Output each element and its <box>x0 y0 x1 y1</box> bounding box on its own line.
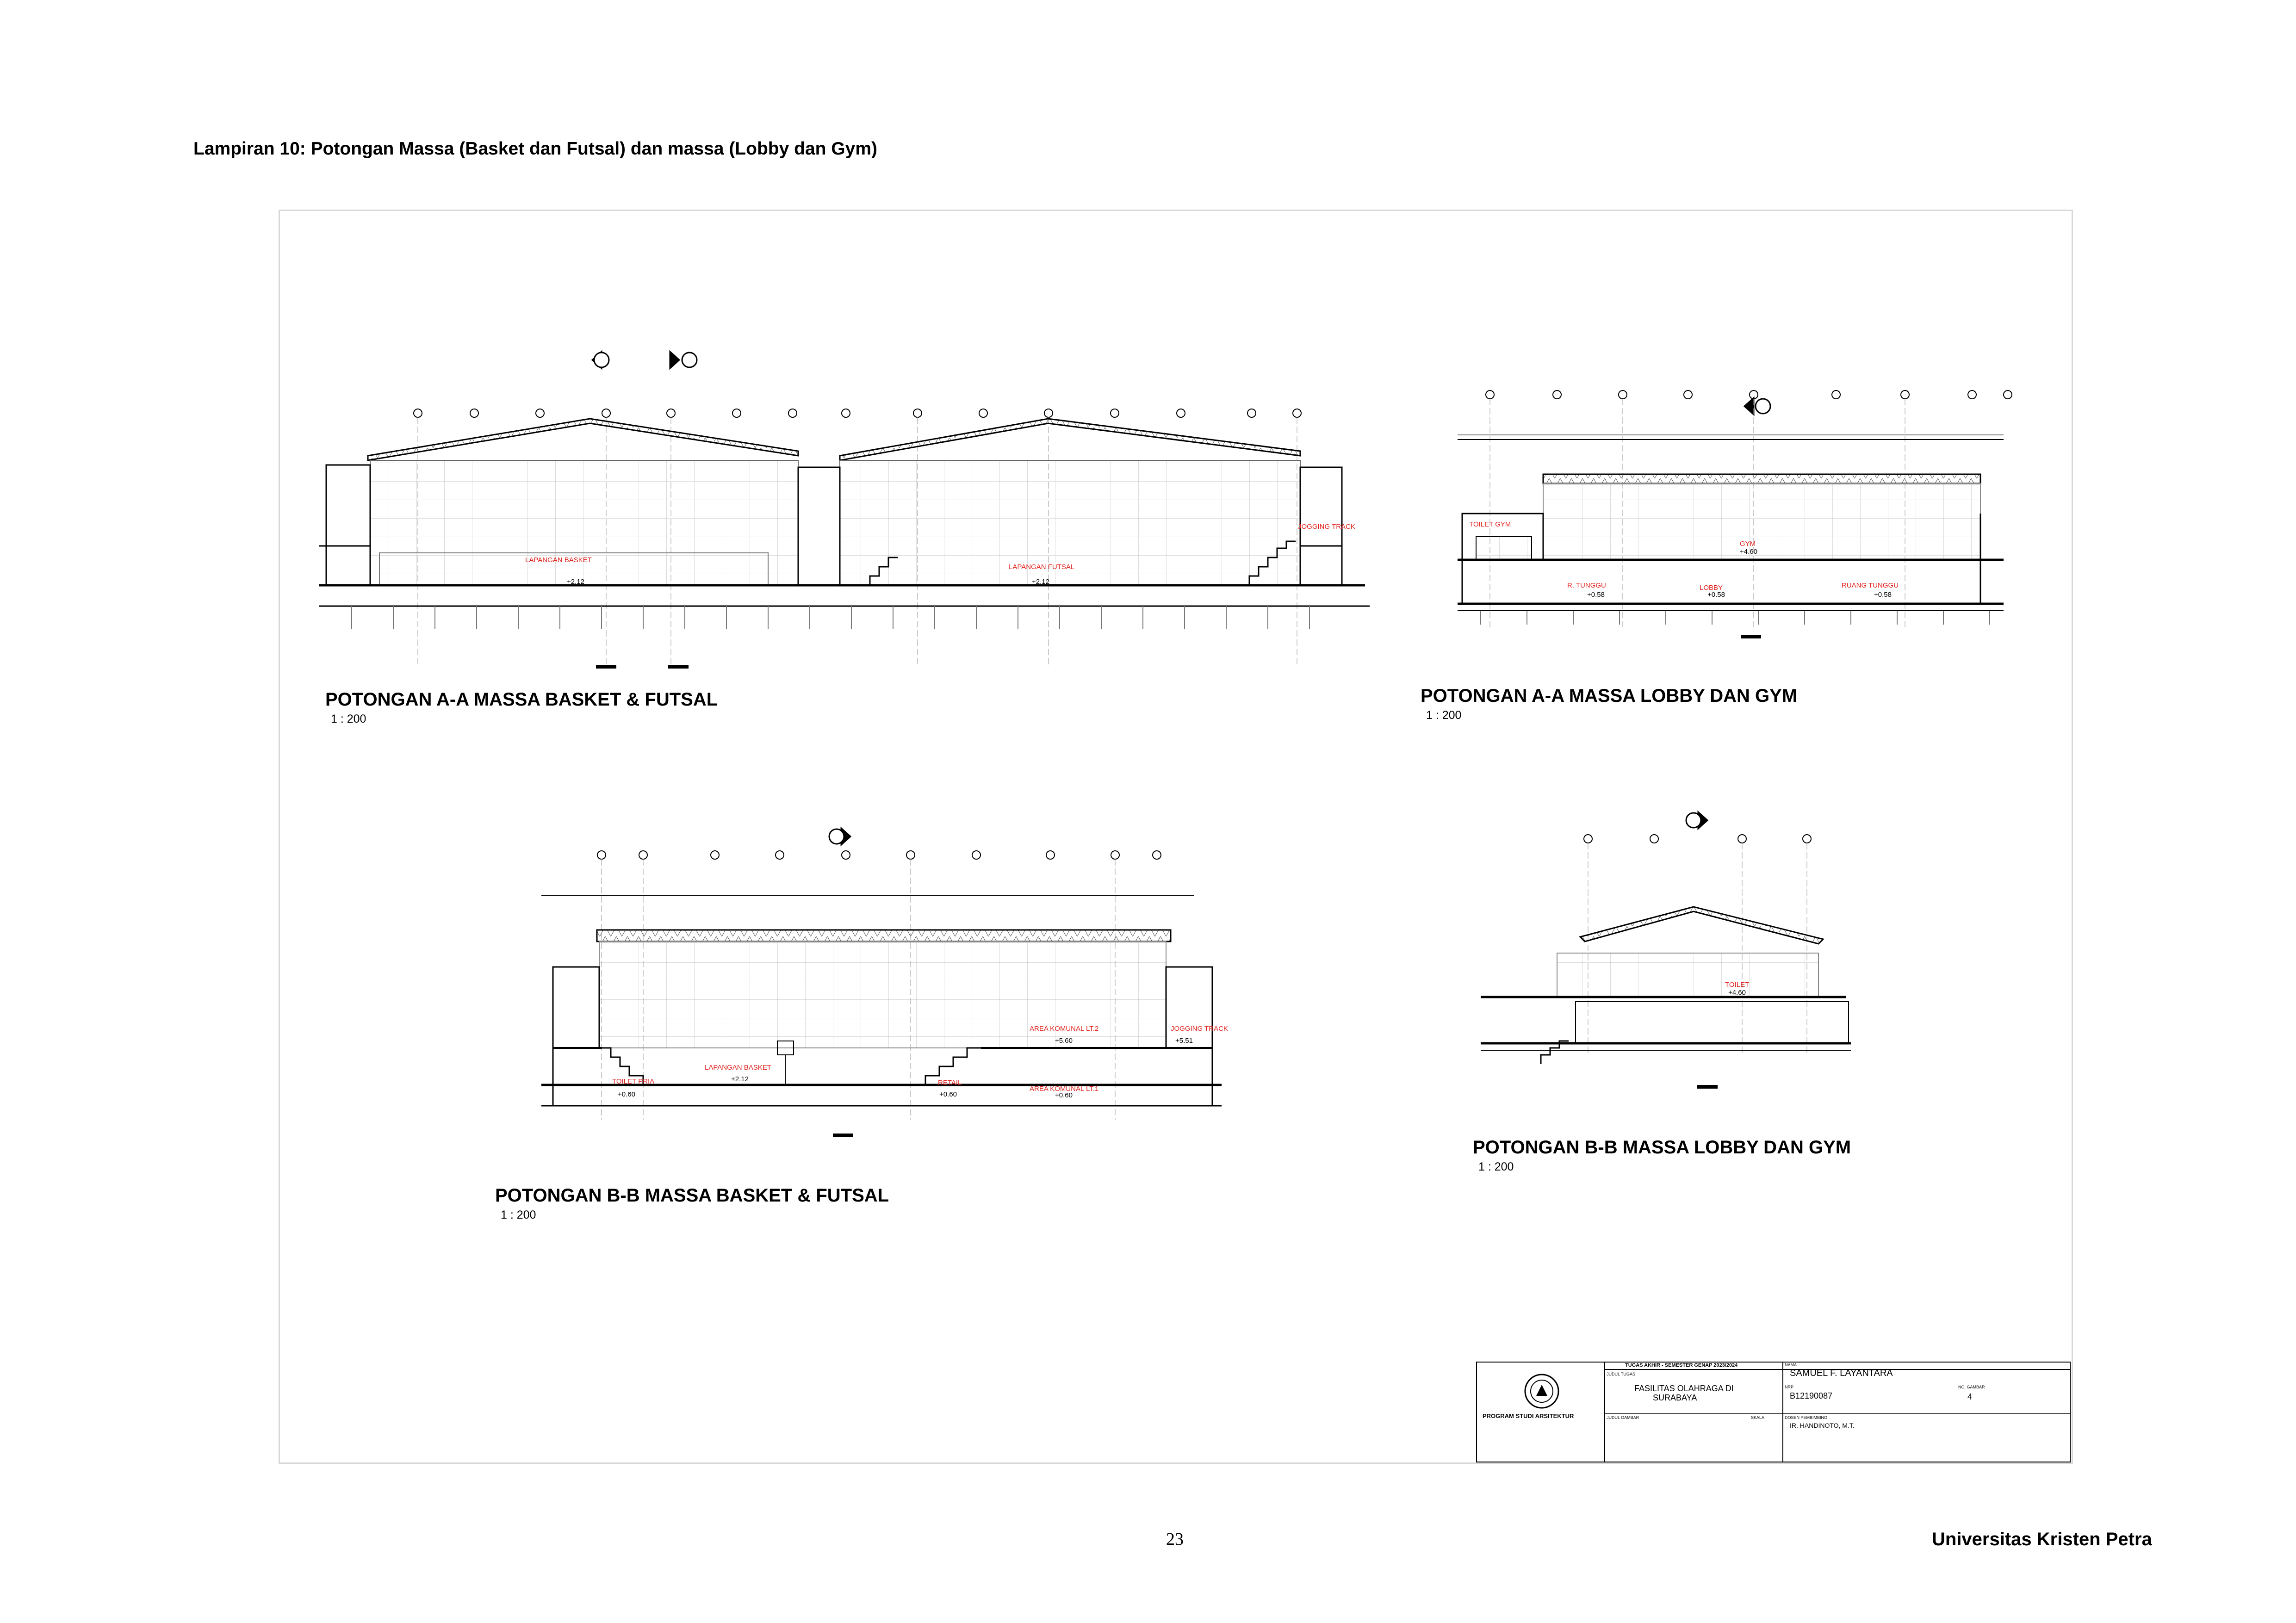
advisor-name: IR. HANDINOTO, M.T. <box>1790 1422 1855 1429</box>
project-name-line1: FASILITAS OLAHRAGA DI <box>1634 1384 1734 1393</box>
page-heading: Lampiran 10: Potongan Massa (Basket dan Futsal) dan massa (Lobby dan Gym) <box>193 139 877 159</box>
label-lapangan-basket-aa: LAPANGAN BASKET <box>525 556 592 564</box>
label-gym: GYM <box>1740 540 1756 548</box>
label-lapangan-futsal: LAPANGAN FUTSAL <box>1009 563 1075 571</box>
section-bb-lobby-gym <box>1481 812 1851 1089</box>
advisor-label: DOSEN PEMBIMBING <box>1785 1415 1828 1420</box>
title-block <box>1476 1362 2071 1462</box>
footer-institution: Universitas Kristen Petra <box>1932 1529 2152 1549</box>
drawing-scale-bb-lobby: 1 : 200 <box>1478 1160 1514 1173</box>
level-lobby: +0.58 <box>1707 591 1725 599</box>
page-number: 23 <box>1166 1530 1184 1549</box>
university-seal-icon <box>1523 1373 1560 1410</box>
label-r-tunggu: R. TUNGGU <box>1567 582 1606 589</box>
course-title: TUGAS AKHIR - SEMESTER GENAP 2023/2024 <box>1625 1363 1738 1368</box>
label-toilet-bb: TOILET <box>1725 981 1750 989</box>
author-label: NAMA <box>1785 1363 1797 1367</box>
drawing-title-bb-basket: POTONGAN B-B MASSA BASKET & FUTSAL <box>495 1185 889 1206</box>
label-area-komunal-lt2: AREA KOMUNAL LT.2 <box>1030 1025 1099 1033</box>
section-bb-basket-futsal <box>541 828 1222 1137</box>
level-basket-bb: +2.12 <box>731 1075 749 1083</box>
label-ruang-tunggu: RUANG TUNGGU <box>1842 582 1899 589</box>
drawing-label: JUDUL GAMBAR <box>1607 1415 1639 1420</box>
project-name-line2: SURABAYA <box>1653 1393 1697 1402</box>
label-toilet-pria: TOILET PRIA <box>612 1078 655 1085</box>
label-retail: RETAIL <box>938 1079 962 1087</box>
level-komunal-lt1: +0.60 <box>1055 1091 1073 1099</box>
section-aa-basket-futsal <box>319 352 1370 669</box>
nrp-label: NRP <box>1785 1385 1794 1389</box>
drawing-scale-bb-basket: 1 : 200 <box>501 1208 536 1221</box>
label-jogging-track-bb: JOGGING TRACK <box>1171 1025 1228 1033</box>
level-basket-aa: +2.12 <box>567 578 584 586</box>
drawing-title-bb-lobby: POTONGAN B-B MASSA LOBBY DAN GYM <box>1473 1137 1851 1158</box>
level-toilet-bb: +4.60 <box>1728 989 1746 997</box>
section-aa-lobby-gym <box>1458 390 2012 638</box>
drawing-title-aa-basket: POTONGAN A-A MASSA BASKET & FUTSAL <box>325 689 718 710</box>
scale-label: SKALA <box>1751 1415 1765 1420</box>
sheet-number: 4 <box>1967 1392 1973 1401</box>
level-gym: +4.60 <box>1740 548 1757 556</box>
level-komunal-lt2: +5.60 <box>1055 1037 1073 1045</box>
drawing-scale-aa-lobby: 1 : 200 <box>1426 709 1462 722</box>
label-area-komunal-lt1: AREA KOMUNAL LT.1 <box>1030 1085 1099 1093</box>
project-label: JUDUL TUGAS <box>1607 1372 1636 1376</box>
author-name: SAMUEL F. LAYANTARA <box>1790 1368 1893 1378</box>
level-ruang-tunggu: +0.58 <box>1874 591 1892 599</box>
level-jogging-track-bb: +5.51 <box>1175 1037 1193 1045</box>
sheet-label: NO. GAMBAR <box>1958 1385 1985 1389</box>
label-lobby: LOBBY <box>1700 584 1723 592</box>
label-jogging-track-aa: JOGGING TRACK <box>1298 523 1355 531</box>
level-r-tunggu: +0.58 <box>1587 591 1605 599</box>
level-retail: +0.60 <box>939 1090 957 1098</box>
school-name: PROGRAM STUDI ARSITEKTUR <box>1483 1412 1574 1419</box>
level-futsal-aa: +2.12 <box>1032 578 1049 586</box>
nrp-value: B12190087 <box>1790 1391 1833 1400</box>
drawing-scale-aa-basket: 1 : 200 <box>331 712 366 725</box>
drawing-title-aa-lobby: POTONGAN A-A MASSA LOBBY DAN GYM <box>1421 686 1798 706</box>
level-toilet-pria: +0.60 <box>618 1090 635 1098</box>
label-lapangan-basket-bb: LAPANGAN BASKET <box>705 1064 771 1072</box>
label-toilet-gym: TOILET GYM <box>1469 520 1511 528</box>
